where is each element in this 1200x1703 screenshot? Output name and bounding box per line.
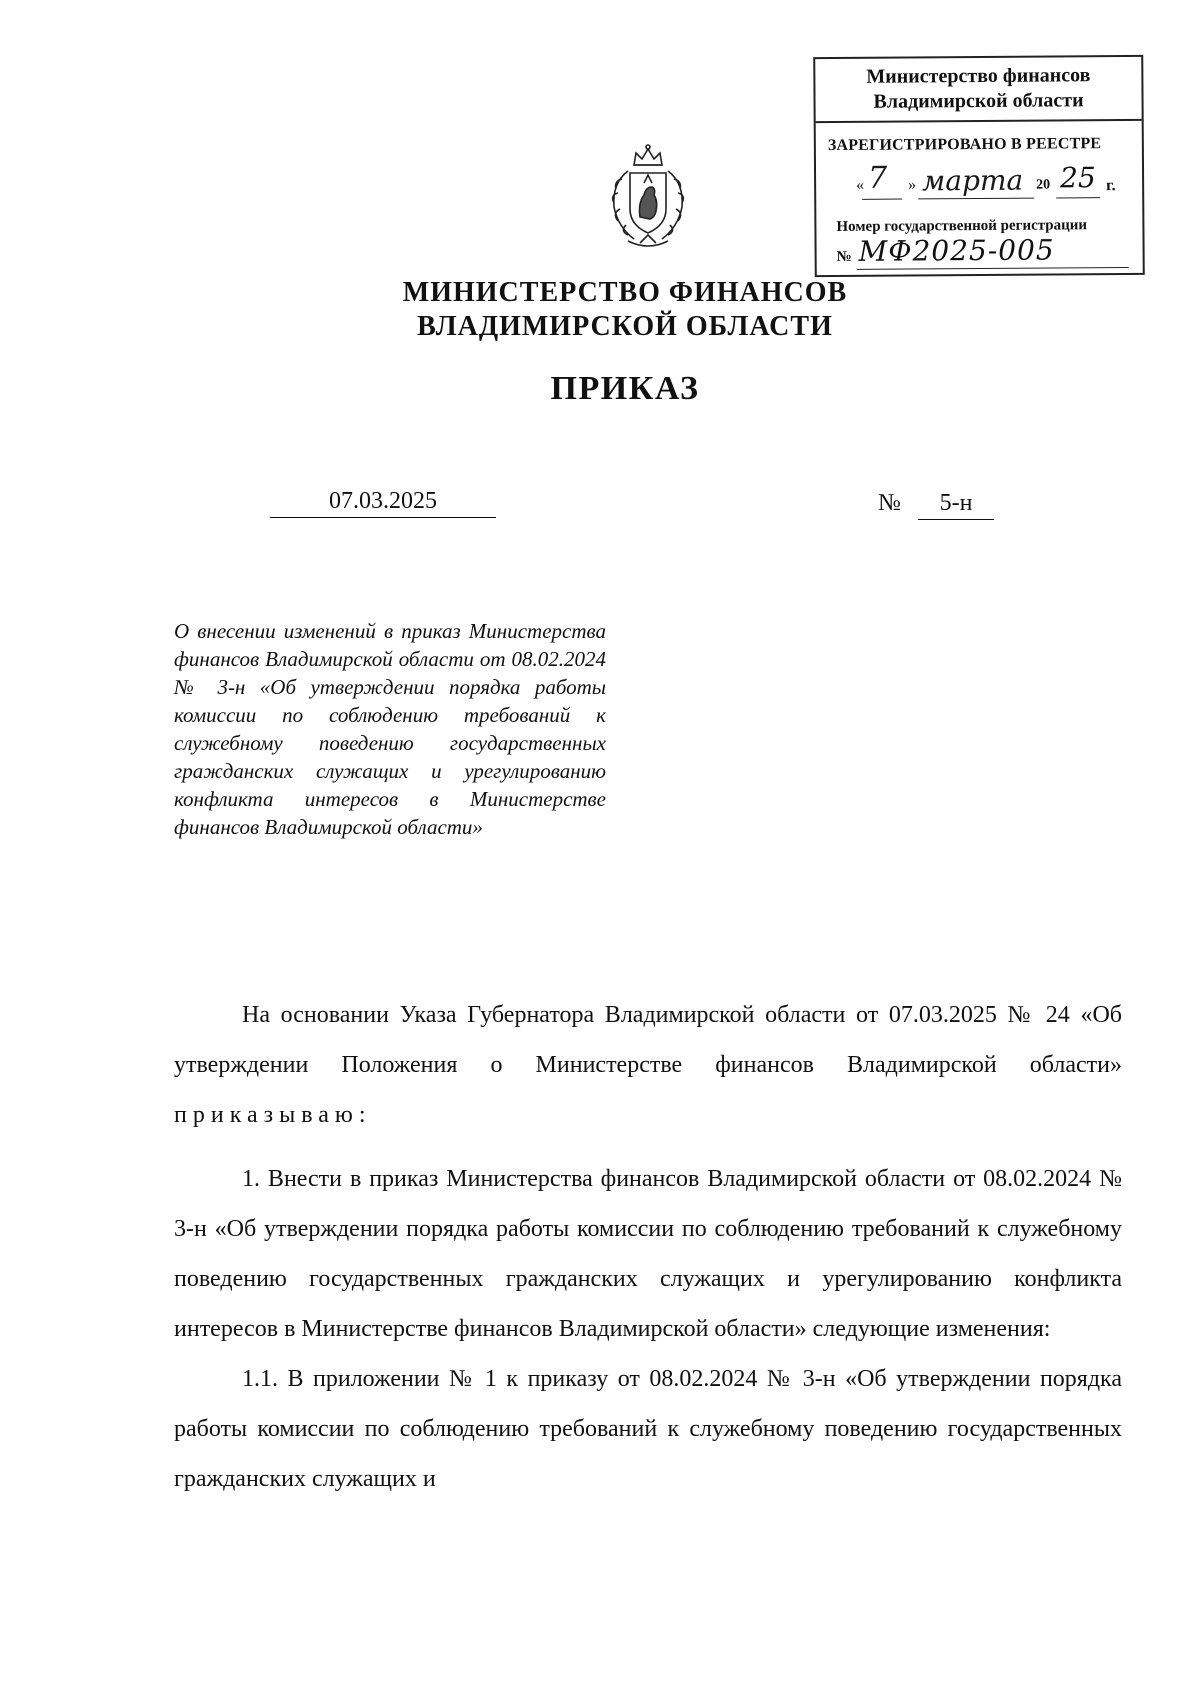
stamp-day: 7 bbox=[867, 160, 888, 196]
stamp-month-line bbox=[918, 198, 1034, 200]
coat-of-arms-icon bbox=[600, 143, 696, 251]
stamp-ministry bbox=[815, 57, 1141, 123]
stamp-reg-number bbox=[836, 235, 1136, 271]
order-number: 5-н bbox=[918, 490, 994, 520]
stamp-quote-close: » bbox=[908, 176, 917, 194]
order-body bbox=[174, 990, 1122, 1504]
stamp-year-unit: г. bbox=[1106, 177, 1116, 195]
stamp-month: марта bbox=[921, 163, 1024, 198]
order-subject: О внесении изменений в приказ Министерства финансов Владимирской области от 08.02.2024 № 3-н «Об утверждении порядка работы комиссии по соблюдению требований к служебному поведению государственных гражданских служащих и урегулированию конфликта интересов в Министерстве финансов Владимирской области» bbox=[174, 619, 606, 839]
preamble-paragraph bbox=[174, 990, 1122, 1140]
order-number-label: № bbox=[878, 490, 901, 516]
paragraph-1: 1. Внести в приказ Министерства финансов Владимирской области от 08.02.2024 № 3-н «Об утверждении порядка работы комиссии по соблюдению требований к служебному поведению государственных гражданских служащих и урегулированию конфликта интересов в Министерстве финансов Владимирской области» следующие изменения: bbox=[174, 1166, 1122, 1342]
stamp-day-line bbox=[862, 199, 902, 200]
order-date: 07.03.2025 bbox=[270, 488, 496, 518]
stamp-number-sign: № bbox=[836, 248, 852, 265]
stamp-year-suffix: 25 bbox=[1059, 161, 1096, 195]
stamp-year-line bbox=[1056, 197, 1100, 198]
stamp-quote-open: « bbox=[856, 176, 865, 194]
document-type: ПРИКАЗ bbox=[550, 370, 700, 407]
stamp-date bbox=[856, 159, 1136, 201]
stamp-year-prefix: 20 bbox=[1036, 177, 1051, 193]
paragraph-1-1: 1.1. В приложении № 1 к приказу от 08.02.2024 № 3-н «Об утверждении порядка работы комиссии по соблюдению требований к служебному поведению государственных гражданских служащих и bbox=[174, 1366, 1122, 1492]
ministry-line2: ВЛАДИМИРСКОЙ ОБЛАСТИ bbox=[417, 311, 833, 342]
stamp-registered-label: ЗАРЕГИСТРИРОВАНО В РЕЕСТРЕ bbox=[827, 135, 1102, 155]
order-word: приказываю: bbox=[174, 1102, 372, 1128]
ministry-line1: МИНИСТЕРСТВО ФИНАНСОВ bbox=[402, 277, 848, 308]
stamp-number-value: МФ2025-005 bbox=[858, 233, 1055, 268]
registration-stamp bbox=[813, 55, 1145, 277]
ministry-header bbox=[0, 276, 1200, 344]
preamble-text: На основании Указа Губернатора Владимирской области от 07.03.2025 № 24 «Об утверждении Положения о Министерстве финансов Владимирской области» bbox=[174, 1002, 1122, 1078]
stamp-reg-number-label: Номер государственной регистрации bbox=[836, 217, 1088, 235]
stamp-ministry-line2: Владимирской области bbox=[873, 89, 1084, 113]
stamp-ministry-line1: Министерство финансов bbox=[866, 64, 1091, 88]
